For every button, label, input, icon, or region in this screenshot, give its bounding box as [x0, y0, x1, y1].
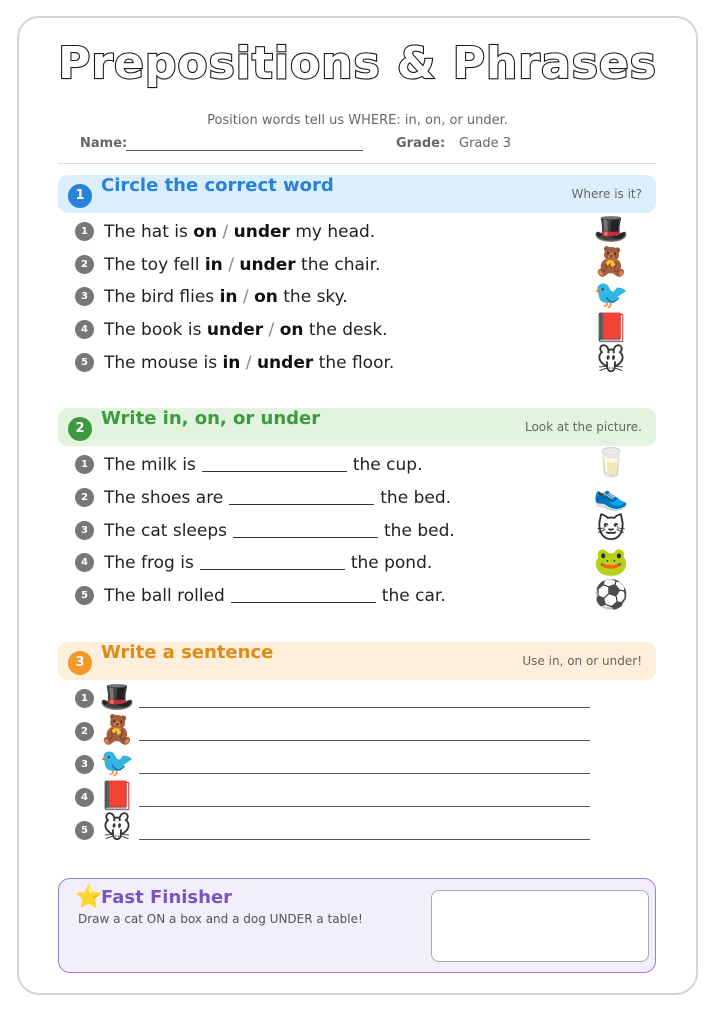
item-sentence: [104, 284, 348, 310]
sentence-start: The cat sleeps: [104, 521, 228, 541]
teddy-bear-icon: 🧸: [593, 245, 629, 278]
sentence-end: the floor.: [313, 353, 395, 373]
fill-in-item: [75, 518, 635, 544]
option-separator: /: [263, 320, 280, 340]
page-subtitle: Position words tell us WHERE: in, on, or under.: [207, 113, 508, 128]
item-number: 2: [75, 255, 94, 274]
item-number: 2: [75, 722, 94, 741]
circle-item: [75, 252, 635, 278]
item-number: 4: [75, 788, 94, 807]
option-one[interactable]: in: [219, 287, 238, 307]
option-separator: /: [237, 287, 255, 307]
answer-blank[interactable]: [200, 553, 345, 570]
section-2-number: 2: [68, 417, 92, 441]
item-sentence: [104, 583, 446, 609]
option-two[interactable]: under: [233, 222, 290, 242]
mouse-icon: 🐭: [596, 344, 626, 377]
book-icon: 📕: [593, 311, 629, 344]
sentence-end: the cup.: [352, 455, 423, 475]
sentence-start: The shoes are: [104, 488, 224, 508]
item-number: 5: [75, 353, 94, 372]
option-two[interactable]: on: [254, 287, 278, 307]
fill-in-item: [75, 583, 635, 609]
writing-line[interactable]: [139, 707, 590, 708]
writing-line[interactable]: [139, 740, 590, 741]
shoe-icon: 👟: [593, 479, 629, 512]
item-number: 4: [75, 553, 94, 572]
sentence-end: the bed.: [384, 521, 455, 541]
sentence-end: the bed.: [380, 488, 452, 508]
item-number: 3: [75, 521, 94, 540]
circle-item: [75, 350, 635, 376]
circle-item: [75, 284, 635, 310]
item-sentence: [104, 219, 375, 245]
sentence-item: [75, 681, 135, 715]
option-one[interactable]: under: [206, 320, 264, 340]
item-sentence: [104, 485, 451, 511]
fast-finisher-title: Fast Finisher: [101, 887, 233, 908]
option-two[interactable]: under: [256, 353, 314, 373]
section-2-hint: Look at the picture.: [524, 420, 642, 434]
sentence-start: The bird flies: [104, 287, 220, 307]
sentence-start: The milk is: [104, 455, 196, 475]
option-one[interactable]: in: [204, 255, 223, 275]
sentence-start: The hat is: [104, 222, 194, 242]
item-sentence: [104, 452, 422, 478]
circle-item: [75, 317, 635, 343]
sentence-start: The toy fell: [104, 255, 205, 275]
teddy-bear-icon: 🧸: [99, 713, 135, 746]
item-number: 1: [75, 689, 94, 708]
name-field[interactable]: [126, 150, 363, 151]
sentence-end: the sky.: [277, 287, 348, 307]
item-sentence: [104, 252, 380, 278]
item-number: 2: [75, 488, 94, 507]
star-icon: ⭐: [75, 885, 103, 910]
fill-in-item: [75, 550, 635, 576]
writing-line[interactable]: [139, 839, 590, 840]
sentence-end: the car.: [381, 586, 446, 606]
sentence-item: [75, 747, 135, 781]
fast-finisher-box: [58, 878, 656, 973]
item-number: 4: [75, 320, 94, 339]
option-separator: /: [240, 353, 257, 373]
section-3-number: 3: [68, 651, 92, 675]
sentence-end: the desk.: [303, 320, 388, 340]
item-number: 5: [75, 821, 94, 840]
section-3-header: [58, 642, 656, 680]
item-number: 3: [75, 755, 94, 774]
section-2-title: Write in, on, or under: [101, 408, 321, 429]
answer-blank[interactable]: [229, 488, 374, 505]
item-number: 3: [75, 287, 94, 306]
section-2-header: [58, 408, 656, 446]
item-number: 5: [75, 586, 94, 605]
cat-icon: 🐱: [596, 512, 626, 545]
sentence-item: [75, 714, 135, 748]
sentence-item: [75, 813, 135, 847]
circle-item: [75, 219, 635, 245]
option-two[interactable]: under: [239, 255, 296, 275]
answer-blank[interactable]: [231, 586, 376, 603]
answer-blank[interactable]: [233, 521, 378, 538]
fast-finisher-instructions: Draw a cat ON a box and a dog UNDER a table!: [78, 912, 363, 926]
bird-icon: 🐦: [99, 746, 135, 779]
sentence-end: the chair.: [295, 255, 381, 275]
writing-line[interactable]: [139, 806, 590, 807]
section-1-title: Circle the correct word: [101, 175, 334, 196]
top-hat-icon: 🎩: [593, 212, 629, 245]
item-sentence: [104, 518, 455, 544]
section-3-title: Write a sentence: [101, 642, 274, 663]
book-icon: 📕: [99, 779, 135, 812]
sentence-end: the pond.: [350, 553, 433, 573]
item-sentence: [104, 317, 388, 343]
option-one[interactable]: on: [193, 222, 218, 242]
fill-in-item: [75, 485, 635, 511]
item-number: 1: [75, 222, 94, 241]
section-3-hint: Use in, on or under!: [522, 654, 642, 668]
section-1-hint: Where is it?: [571, 187, 642, 201]
frog-icon: 🐸: [593, 545, 629, 578]
sentence-start: The book is: [104, 320, 207, 340]
section-1-number: 1: [68, 184, 92, 208]
bird-icon: 🐦: [593, 278, 629, 311]
option-separator: /: [222, 255, 240, 275]
header-divider: [58, 163, 656, 164]
grade-label: Grade:: [396, 136, 446, 151]
top-hat-icon: 🎩: [99, 680, 135, 713]
sentence-start: The mouse is: [104, 353, 223, 373]
sentence-start: The ball rolled: [104, 586, 225, 606]
writing-line[interactable]: [139, 773, 590, 774]
page-title: Prepositions & Phrases: [58, 38, 657, 89]
fill-in-item: [75, 452, 635, 478]
grade-value: Grade 3: [459, 136, 512, 151]
item-number: 1: [75, 455, 94, 474]
name-label: Name:: [80, 136, 128, 151]
sentence-start: The frog is: [104, 553, 194, 573]
section-1-header: [58, 175, 656, 213]
mouse-icon: 🐭: [102, 812, 132, 845]
option-one[interactable]: in: [222, 353, 241, 373]
sentence-end: my head.: [289, 222, 376, 242]
answer-blank[interactable]: [202, 455, 347, 472]
milk-glass-icon: 🥛: [593, 446, 629, 479]
item-sentence: [104, 350, 394, 376]
option-two[interactable]: on: [279, 320, 304, 340]
item-sentence: [104, 550, 432, 576]
sentence-item: [75, 780, 135, 814]
drawing-area[interactable]: [431, 890, 649, 962]
option-separator: /: [217, 222, 234, 242]
soccer-ball-icon: ⚽: [593, 578, 629, 611]
